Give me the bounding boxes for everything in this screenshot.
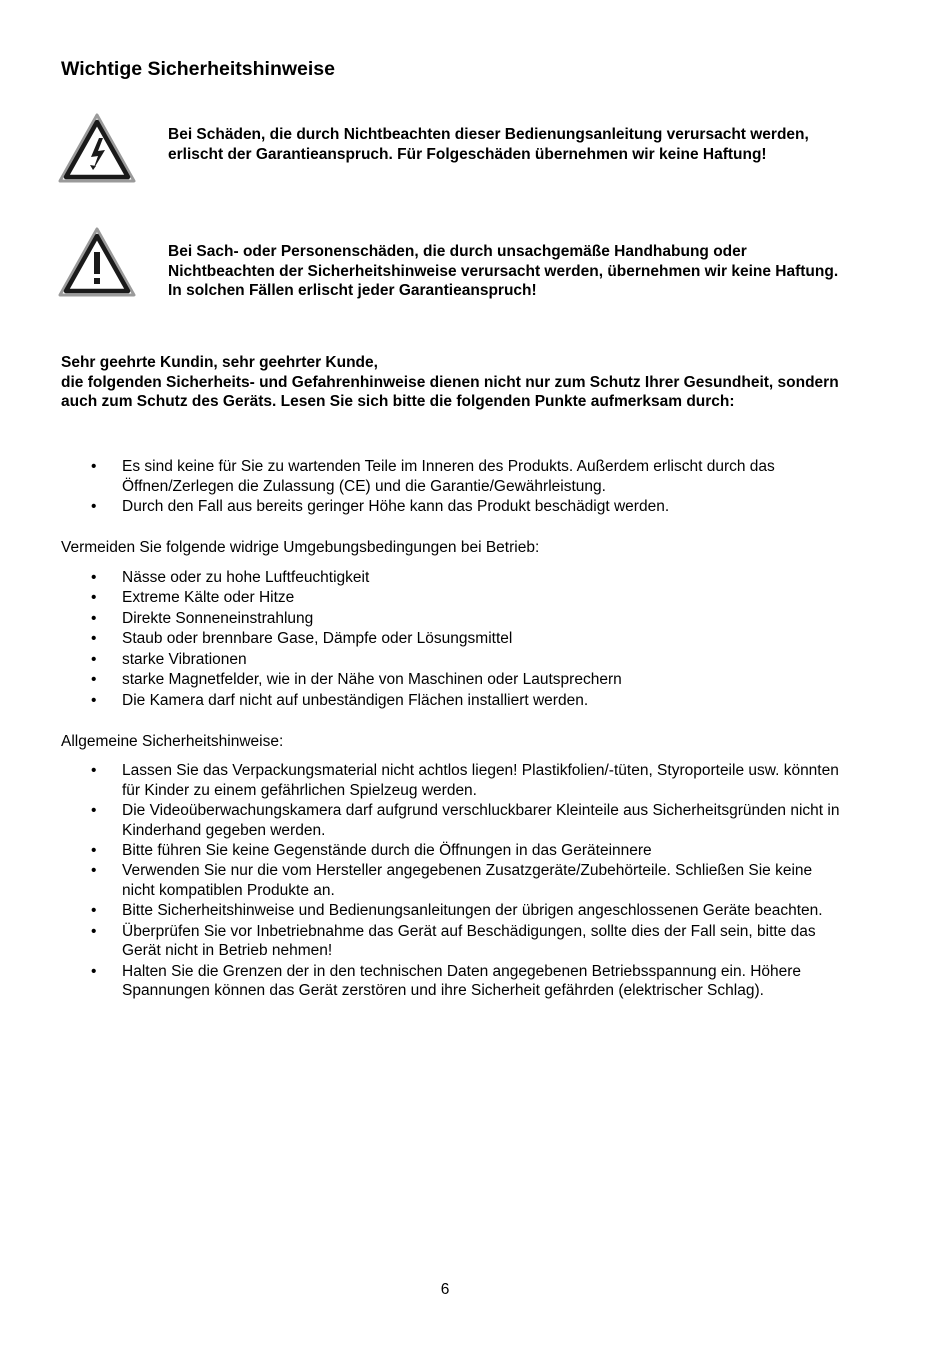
bullet-icon: • bbox=[91, 691, 97, 709]
bullet-icon: • bbox=[91, 922, 97, 940]
bullet-icon: • bbox=[91, 630, 97, 648]
bullet-icon: • bbox=[91, 801, 97, 819]
intro-greeting: Sehr geehrte Kundin, sehr geehrter Kunde, bbox=[61, 354, 378, 371]
warning-text-electric: Bei Schäden, die durch Nichtbeachten dieser Bedienungsanleitung verursacht werden, erlischt der Garantieanspruch. Für Folgeschäden übernehmen wir keine Haftung! bbox=[168, 126, 809, 163]
exclamation-warning-icon bbox=[58, 226, 136, 298]
bullet-icon: • bbox=[91, 650, 97, 668]
bullet-icon: • bbox=[91, 458, 97, 475]
list-item: • Verwenden Sie nur die vom Hersteller angegebenen Zusatzgeräte/Zubehörteile. Schließen Sie keine nicht kompatiblen Produkte an. bbox=[91, 862, 813, 899]
list-item: • Überprüfen Sie vor Inbetriebnahme das Gerät auf Beschädigungen, sollte dies der Fall sein, bitte das Gerät nicht in Betrieb nehmen! bbox=[91, 922, 816, 960]
bullet-icon: • bbox=[91, 589, 97, 607]
list-item: • starke Vibrationen bbox=[91, 650, 247, 668]
list-item: • Es sind keine für Sie zu wartenden Teile im Inneren des Produkts. Außerdem erlischt durch das Öffnen/Zerlegen die Zulassung (CE) und die Garantie/Gewährleistung. bbox=[91, 458, 775, 495]
list-item: • Die Videoüberwachungskamera darf aufgrund verschluckbarer Kleinteile aus Sicherheitsgründen nicht in Kinderhand gegeben werden. bbox=[91, 801, 840, 839]
list-item: • Halten Sie die Grenzen der in den technischen Daten angegebenen Betriebsspannung ein. Höhere Spannungen können das Gerät zerstören und ihre Sicherheit gefährden (elektrischer Schlag). bbox=[91, 962, 802, 1000]
list-item: • Bitte führen Sie keine Gegenstände durch die Öffnungen in das Geräteinnere bbox=[91, 841, 652, 859]
list-item: • Die Kamera darf nicht auf unbeständigen Flächen installiert werden. bbox=[91, 691, 589, 709]
list-item: • Extreme Kälte oder Hitze bbox=[91, 589, 295, 607]
bullet-icon: • bbox=[91, 841, 97, 859]
bullet-icon: • bbox=[91, 569, 97, 586]
list-item: • Nässe oder zu hohe Luftfeuchtigkeit bbox=[91, 569, 370, 586]
intro-body: die folgenden Sicherheits- und Gefahrenhinweise dienen nicht nur zum Schutz Ihrer Gesundheit, sondern auch zum Schutz des Geräts. Lesen Sie sich bitte die folgenden Punkte aufmerksam durch: bbox=[61, 373, 839, 411]
first-bullet-list bbox=[0, 457, 950, 517]
warning-text-general: Bei Sach- oder Personenschäden, die durch unsachgemäße Handhabung oder Nichtbeachten der Sicherheitshinweise verursacht werden, übernehmen wir keine Haftung. In solchen Fällen erlischt jeder Garantieanspruch! bbox=[168, 243, 839, 300]
general-label: Allgemeine Sicherheitshinweise: bbox=[61, 733, 284, 750]
page-number: 6 bbox=[440, 1281, 450, 1298]
bullet-icon: • bbox=[91, 609, 97, 627]
page-title: Wichtige Sicherheitshinweise bbox=[61, 58, 335, 80]
list-item: • Staub oder brennbare Gase, Dämpfe oder Lösungsmittel bbox=[91, 630, 513, 648]
list-item: • Bitte Sicherheitshinweise und Bedienungsanleitungen der übrigen angeschlossenen Geräte beachten. bbox=[91, 902, 823, 920]
intro-paragraph bbox=[61, 353, 851, 412]
bullet-icon: • bbox=[91, 862, 97, 880]
environment-bullet-list bbox=[0, 568, 950, 711]
list-item: • Durch den Fall aus bereits geringer Höhe kann das Produkt beschädigt werden. bbox=[91, 497, 670, 515]
bullet-icon: • bbox=[91, 497, 97, 515]
bullet-icon: • bbox=[91, 962, 97, 980]
bullet-icon: • bbox=[91, 671, 97, 689]
bullet-icon: • bbox=[91, 902, 97, 920]
environment-label: Vermeiden Sie folgende widrige Umgebungsbedingungen bei Betrieb: bbox=[61, 539, 540, 556]
general-bullet-list bbox=[0, 761, 950, 1002]
list-item: • Direkte Sonneneinstrahlung bbox=[91, 609, 314, 627]
electric-shock-warning-icon bbox=[58, 112, 136, 184]
list-item: • starke Magnetfelder, wie in der Nähe von Maschinen oder Lautsprechern bbox=[91, 671, 622, 689]
bullet-icon: • bbox=[91, 762, 97, 779]
list-item: • Lassen Sie das Verpackungsmaterial nicht achtlos liegen! Plastikfolien/-tüten, Styroporteile usw. könnten für Kinder zu einem gefährlichen Spielzeug werden. bbox=[91, 762, 839, 799]
